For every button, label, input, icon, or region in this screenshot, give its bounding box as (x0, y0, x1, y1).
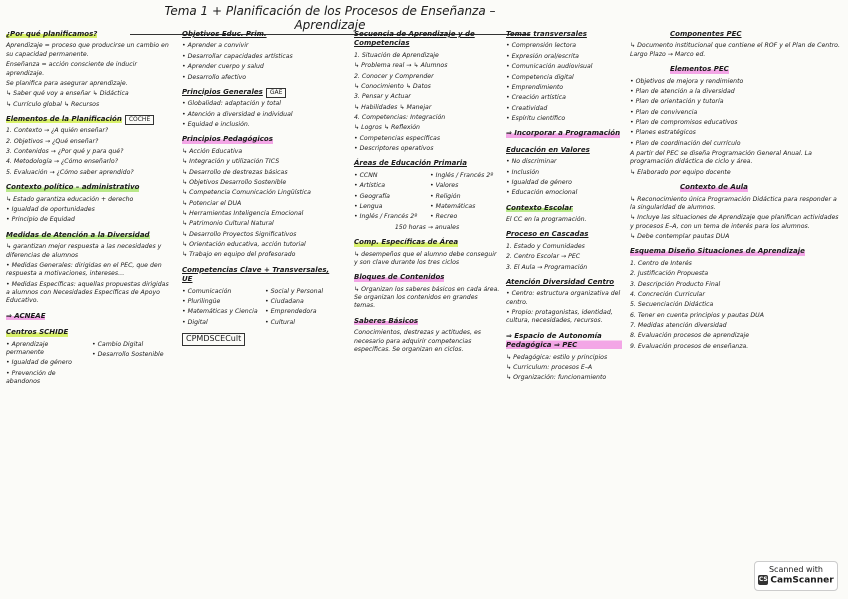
list-item: • Emprendedora (265, 308, 317, 316)
camscanner-logo-icon: CS (758, 575, 768, 583)
list-item: • Ciudadana (265, 298, 304, 306)
att-title: Medidas de Atención a la Diversidad (6, 230, 150, 239)
list-item: ↳ Desarrollo Proyectos Significativos (182, 230, 297, 238)
areas-right (430, 172, 500, 224)
list-item: • Creatividad (506, 104, 548, 112)
list-item: 4. Metodología → ¿Cómo enseñarlo? (6, 158, 118, 166)
list-item: 3. Pensar y Actuar (354, 93, 411, 101)
div-items (506, 290, 622, 325)
list-item: ↳ Conocimiento ↳ Datos (354, 82, 431, 90)
list-item: ↳ garantizan mejor respuesta a las necesidades y diferencias de alumnos (6, 243, 162, 259)
list-item: • Plan de convivencia (630, 108, 698, 116)
elem-box: COCHE (125, 115, 154, 125)
list-item: ↳ Objetivos Desarrollo Sostenible (182, 178, 287, 186)
list-item: ↳ Herramientas Inteligencia Emocional (182, 209, 304, 217)
list-item: • Geografía (354, 192, 390, 200)
list-item: • Atención a diversidad e individual (182, 110, 293, 118)
list-item: 3. El Aula → Programación (506, 263, 588, 271)
list-item: • Comunicación audiovisual (506, 63, 593, 71)
list-item: • Aprendizaje permanente (6, 340, 49, 356)
list-item: ↳ Saber qué voy a enseñar ↳ Didáctica (6, 90, 129, 98)
list-item: • Recreo (430, 213, 458, 221)
comp-box: CPMDSCECult (182, 333, 245, 346)
camscanner-badge (754, 561, 838, 591)
list-item: • Comunicación (182, 287, 232, 295)
aula-title: Contexto de Aula (680, 183, 748, 192)
ped-items (182, 148, 342, 260)
list-item: 4. Concreción Curricular (630, 290, 705, 298)
tt-title: Temas transversales (506, 30, 587, 38)
list-item: • Globalidad: adaptación y total (182, 100, 281, 108)
areas-left (354, 172, 424, 224)
list-item: ↳ Debe contemplar pautas DUA (630, 233, 730, 241)
areas-title: Áreas de Educación Primaria (354, 159, 467, 168)
sec-extra (354, 135, 500, 154)
list-item: ↳ Curriculum: procesos E–A (506, 364, 593, 372)
list-item: ↳ Acción Educativa (182, 147, 243, 155)
list-item: ↳ Desarrollo de destrezas básicas (182, 168, 288, 176)
sec-title: Secuencia de Aprendizaje y de Competencias (354, 30, 475, 48)
list-item: • Objetivos de mejora y rendimiento (630, 77, 744, 85)
obj-title: Objetivos Educ. Prim. (182, 30, 267, 38)
list-item: 1. Situación de Aprendizaje (354, 51, 439, 59)
comp-title: Competencias Clave + Transversales, UE (182, 265, 330, 284)
list-item: • Aprender cuerpo y salud (182, 63, 264, 71)
list-item: 4. Competencias: Integración (354, 114, 446, 122)
column-2 (182, 26, 342, 346)
pec-title: Componentes PEC (670, 30, 742, 38)
div-title: Atención Diversidad Centro (506, 277, 615, 286)
page-title: Tema 1 + Planificación de los Procesos de Enseñanza – Aprendizaje (130, 4, 530, 35)
gen-box: GAE (266, 88, 287, 98)
list-item: • Educación emocional (506, 189, 578, 197)
q-lines (6, 42, 172, 109)
list-item: 1. Contexto → ¿A quién enseñar? (6, 127, 109, 135)
list-item: ↳ Reconocimiento única Programación Didáctica para responder a la singularidad de alumnos. (630, 195, 837, 211)
list-item: • Desarrollo Sostenible (92, 350, 164, 358)
list-item: • Espíritu científico (506, 114, 566, 122)
list-item: 1. Centro de Interés (630, 259, 692, 267)
tt-arrow: ⇒ Incorporar a Programación (506, 129, 621, 138)
list-item: ↳ Habilidades ↳ Manejar (354, 103, 432, 111)
list-item: • Religión (430, 192, 461, 200)
list-item: • Inclusión (506, 168, 540, 176)
list-item: 8. Evaluación procesos de aprendizaje (630, 332, 750, 340)
esq-items (630, 260, 842, 351)
list-item: • Igualdad de género (6, 359, 72, 367)
att-lines (6, 243, 172, 306)
proc-items (506, 243, 622, 272)
list-item: • Expresión oral/escrita (506, 52, 579, 60)
list-item: • Cultural (265, 318, 295, 326)
hours-note: 150 horas → anuales (394, 223, 460, 231)
ctx4-text: El CC en la programación. (506, 216, 587, 224)
list-item: 3. Descripción Producto Final (630, 280, 721, 288)
ctx-title: Contexto político – administrativo (6, 183, 140, 192)
comp-left (182, 288, 259, 329)
perf-title: Comp. Específicas de Área (354, 238, 459, 247)
list-item: Aprendizaje = proceso que producirse un cambio en su capacidad permanente. (6, 42, 169, 58)
list-item: • Artística (354, 182, 386, 190)
list-item: • Desarrollo afectivo (182, 73, 247, 81)
list-item: 6. Tener en cuenta principios y pautas DUA (630, 311, 764, 319)
list-item: • CCNN (354, 171, 378, 179)
list-item: • Equidad e inclusión. (182, 121, 250, 129)
obj-items (182, 42, 342, 81)
list-item: 2. Centro Escolar → PEC (506, 253, 581, 261)
list-item: • Comprensión lectora (506, 42, 577, 50)
list-item: 2. Conocer y Comprender (354, 72, 434, 80)
el-items (630, 78, 842, 149)
list-item: 5. Secuenciación Didáctica (630, 301, 714, 309)
list-item: ↳ Integración y utilización TICS (182, 158, 280, 166)
blk-text: ↳ Organizan los saberes básicos en cada área. Se organizan los contenidos en grandes temas. (354, 285, 500, 310)
list-item: • Plan de orientación y tutoría (630, 98, 724, 106)
val-items (506, 158, 622, 197)
list-item: • Lengua (354, 202, 383, 210)
list-item: ↳ Estado garantiza educación + derecho (6, 195, 134, 203)
list-item: • Competencia digital (506, 73, 574, 81)
list-item: • Inglés / Francés 2º (354, 213, 418, 221)
list-item: • Valores (430, 182, 459, 190)
list-item: • Igualdad de género (506, 178, 572, 186)
list-item: • Medidas Específicas: aquellas propuestas dirigidas a alumnos con Necesidades Específicas de Apoyo Educativo. (6, 280, 169, 305)
list-item: 7. Medidas atención diversidad (630, 322, 727, 330)
list-item: • Inglés / Francés 2º (430, 171, 494, 179)
sec-items (354, 52, 500, 133)
list-item: ↳ Competencia Comunicación Lingüística (182, 189, 311, 197)
perf-text: ↳ desempeños que el alumno debe conseguir y son clave durante los tres ciclos (354, 250, 497, 266)
list-item: • Centro: estructura organizativa del centro. (506, 290, 621, 306)
column-5 (630, 26, 842, 353)
pec-intro: ↳ Documento institucional que contiene el ROF y el Plan de Centro. Largo Plazo → Marco ed. (630, 42, 840, 58)
acneae-label: ⇒ ACNEAE (6, 311, 46, 320)
elem-items (6, 127, 172, 177)
sch-right (92, 341, 172, 389)
column-4 (506, 26, 622, 385)
list-item: 2. Objetivos → ¿Qué enseñar? (6, 137, 99, 145)
gen-items (182, 100, 342, 129)
list-item: 2. Justificación Propuesta (630, 270, 709, 278)
column-1 (6, 26, 172, 388)
list-item: ↳ Patrimonio Cultural Natural (182, 220, 274, 228)
aut-items (506, 354, 622, 383)
sab-title: Saberes Básicos (354, 316, 419, 325)
list-item: • No discriminar (506, 158, 557, 166)
list-item: • Prevención de abandonos (6, 369, 56, 385)
list-item: 9. Evaluación procesos de enseñanza. (630, 342, 749, 350)
q-title: ¿Por qué planificamos? (6, 30, 98, 38)
list-item: • Cambio Digital (92, 340, 144, 348)
list-item: • Creación artística (506, 94, 566, 102)
list-item: 5. Evaluación → ¿Cómo saber aprendido? (6, 168, 134, 176)
el-note: ↳ Elaborado por equipo docente (630, 168, 731, 176)
aula-items (630, 196, 842, 242)
blk-title: Bloques de Contenidos (354, 273, 445, 282)
list-item: • Aprender a convivir (182, 42, 249, 50)
el-title: Elementos PEC (670, 65, 729, 74)
list-item: Se planifica para asegurar aprendizaje. (6, 79, 128, 87)
list-item: • Matemáticas y Ciencia (182, 308, 258, 316)
sch-title: Centros SCHIDE (6, 328, 69, 337)
list-item: • Social y Personal (265, 287, 324, 295)
list-item: • Medidas Generales: dirigidas en el PEC, que den respuesta a motivaciones, intereses… (6, 261, 162, 278)
list-item: 3. Contenidos → ¿Por qué y para qué? (6, 148, 124, 156)
el-text: A partir del PEC se diseña Programación General Anual. La programación didáctica de ciclo y área. (630, 150, 812, 166)
list-item: • Propio: protagonistas, identidad, cultura, necesidades, recursos. (506, 309, 613, 325)
list-item: • Plan de compromisos educativos (630, 119, 738, 127)
comp-right (265, 288, 342, 329)
esq-title: Esquema Diseño Situaciones de Aprendizaje (630, 247, 805, 256)
list-item: • Competencias específicas (354, 134, 441, 142)
list-item: ↳ Trabajo en equipo del profesorado (182, 251, 296, 259)
list-item: ↳ Logros ↳ Reflexión (354, 124, 420, 132)
list-item: • Planes estratégicos (630, 129, 696, 137)
list-item: ↳ Currículo global ↳ Recursos (6, 100, 100, 108)
sch-left (6, 341, 86, 389)
ctx-lines (6, 196, 172, 225)
list-item: • Matemáticas (430, 202, 476, 210)
list-item: • Plurilingüe (182, 298, 221, 306)
list-item: ↳ Incluye las situaciones de Aprendizaje que planifican actividades y procesos E–A, con un tema de interés para los alumnos. (630, 214, 839, 230)
val-title: Educación en Valores (506, 145, 590, 154)
camscanner-brand: CamScanner (770, 575, 834, 586)
list-item: • Principio de Equidad (6, 216, 75, 224)
aut-title: ⇒ Espacio de Autonomía Pedagógica ⇒ PEC (506, 332, 622, 351)
list-item: • Emprendimiento (506, 83, 564, 91)
sab-text: Conocimientos, destrezas y actitudes, es necesario para adquirir competencias específicas. Se organizan en ciclos. (354, 329, 481, 353)
gen-title: Principios Generales (182, 87, 263, 96)
list-item: • Descriptores operativos (354, 145, 434, 153)
list-item: 1. Estado y Comunidades (506, 242, 585, 250)
ctx4-title: Contexto Escolar (506, 203, 573, 212)
list-item: ↳ Organización: funcionamiento (506, 374, 607, 382)
elem-title: Elementos de la Planificación (6, 114, 122, 123)
list-item: • Desarrollar capacidades artísticas (182, 52, 293, 60)
list-item: • Digital (182, 318, 208, 326)
list-item: ↳ Potenciar el DUA (182, 199, 242, 207)
list-item: ↳ Pedagógica: estilo y principios (506, 353, 608, 361)
proc-title: Proceso en Cascadas (506, 230, 589, 239)
list-item: ↳ Problema real → ↳ Alumnos (354, 62, 448, 70)
list-item: Enseñanza = acción consciente de inducir aprendizaje. (6, 61, 137, 77)
tt-items (506, 42, 622, 123)
column-3 (354, 26, 500, 356)
list-item: ↳ Orientación educativa, acción tutorial (182, 241, 306, 249)
scanned-with-label: Scanned with (768, 565, 824, 574)
list-item: • Igualdad de oportunidades (6, 205, 95, 213)
list-item: • Plan de atención a la diversidad (630, 87, 735, 95)
ped-title: Principios Pedagógicos (182, 135, 273, 144)
list-item: • Plan de coordinación del currículo (630, 139, 741, 147)
